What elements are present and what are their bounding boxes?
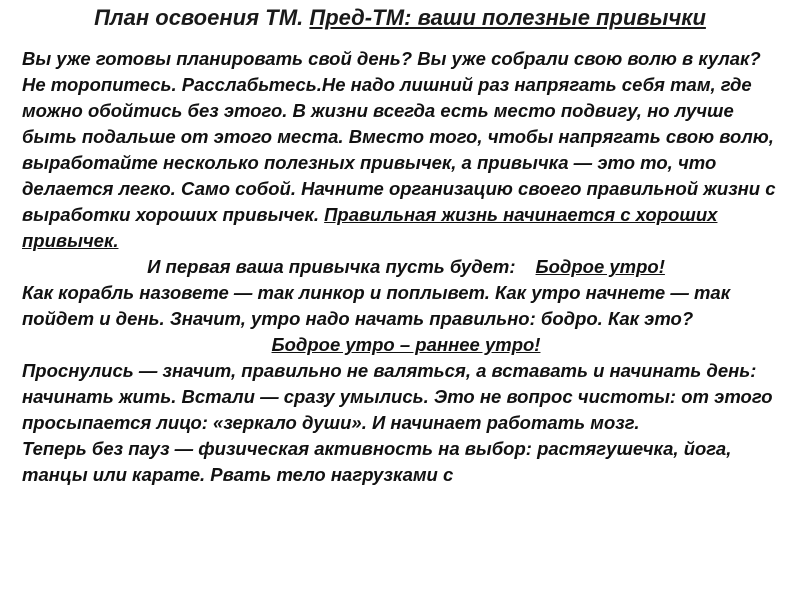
paragraph-first-habit — [22, 254, 790, 280]
first-habit-highlight: Бодрое утро! — [535, 256, 665, 277]
title-main: План освоения ТМ. — [94, 5, 310, 30]
paragraph-habits — [22, 72, 790, 254]
title-subtitle: Пред-ТМ: ваши полезные привычки — [309, 5, 706, 30]
slide-body — [22, 46, 790, 488]
paragraph-wakeup: Проснулись — значит, правильно не валяться, а вставать и начинать день: начинать жить. Встали — сразу умылись. Это не вопрос чистоты: от этого просыпается лицо: «зеркало души». И начинает работать мозг. — [22, 360, 773, 433]
habits-text: Не торопитесь. Расслабьтесь.Не надо лишний раз напрягать себя там, где можно обойтись без этого. В жизни всегда есть место подвигу, но лучше быть подальше от этого места. Вместо того, чтобы напрягать свою волю, выработайте несколько полезных привычек, а привычка — это то, что делается легко. Само собой. Начните организацию своего правильной жизни с выработки хороших привычек. — [22, 74, 776, 225]
section-heading-early-morning: Бодрое утро – раннее утро! — [271, 334, 541, 355]
slide-title — [0, 4, 800, 32]
first-habit-lead: И первая ваша привычка пусть будет: — [147, 256, 516, 277]
habits-underlined: Правильная жизнь начинается с хороших привычек. — [22, 204, 718, 251]
paragraph-exercise: Теперь без пауз — физическая активность на выбор: растягушечка, йога, танцы или карате. Рвать тело нагрузками с — [22, 438, 732, 485]
paragraph-intro: Вы уже готовы планировать свой день? Вы уже собрали свою волю в кулак? — [22, 48, 761, 69]
paragraph-ship: Как корабль назовете — так линкор и поплывет. Как утро начнете — так пойдет и день. Значит, утро надо начать правильно: бодро. Как это? — [22, 282, 731, 329]
